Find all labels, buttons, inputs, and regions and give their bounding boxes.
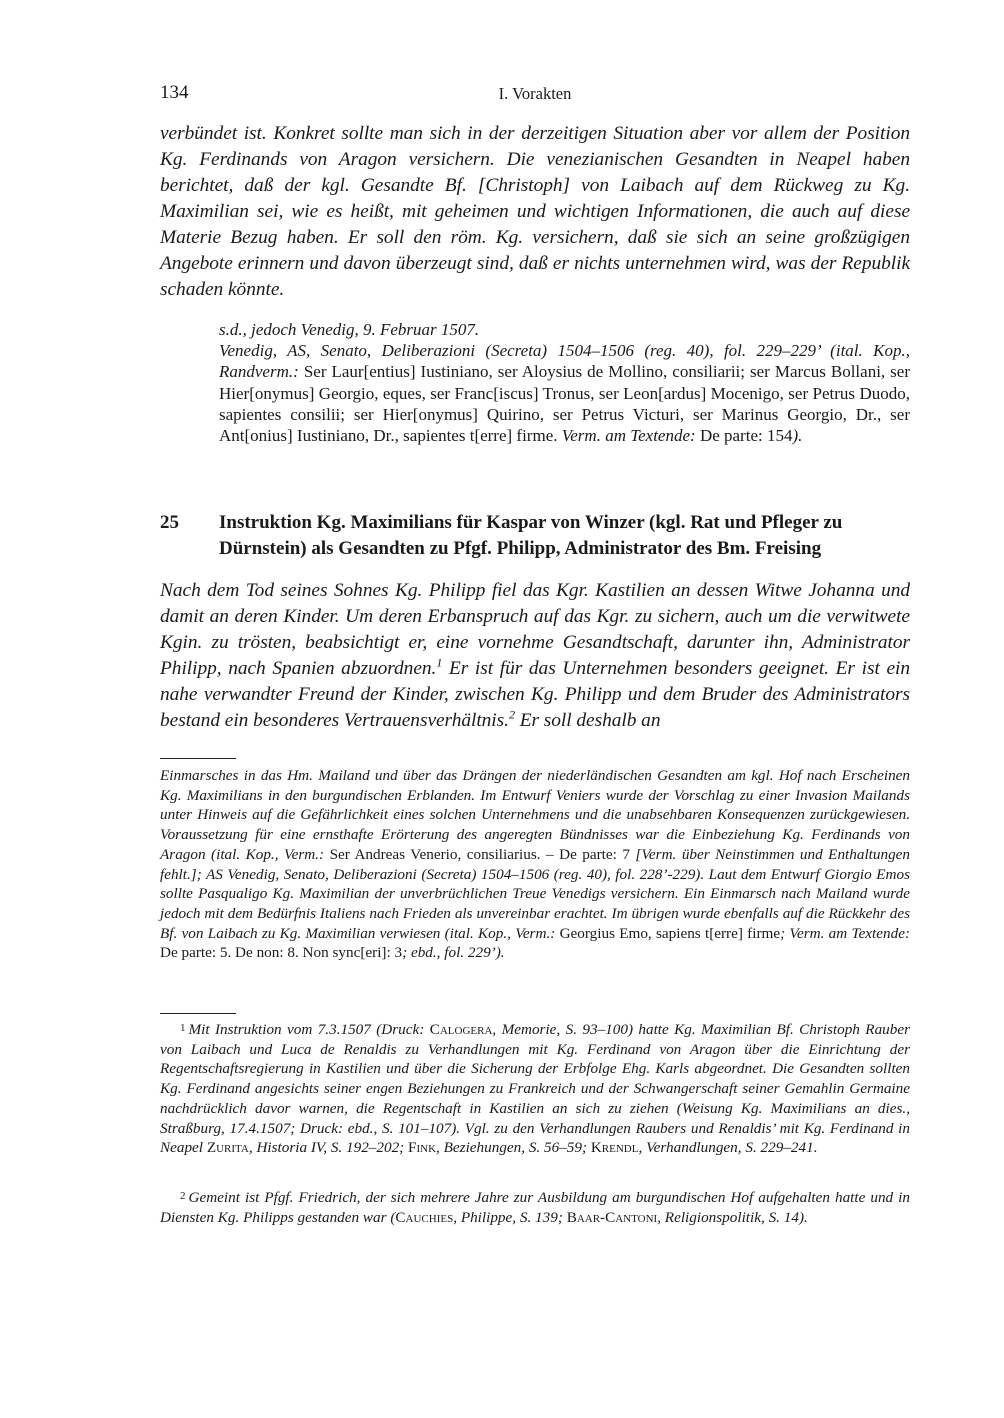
prev-footnote-votes: De parte: 5. De non: 8. Non sync[eri]: 3 (160, 944, 403, 962)
page-header (160, 82, 910, 106)
footnote-rule-lower (160, 1013, 236, 1014)
footnote-1-author-fink: Fink (408, 1139, 437, 1157)
prev-footnote-text-2: [Verm. über Neinstimmen und Enthaltungen fehlt.]; AS Venedig, Senato, Deliberazioni (Secreta) 1504–1506 (reg. 40), fol. 228’-229). Laut dem Entwurf Giorgio Emos sollte Pasqualigo Kg. Maximilian der unverbrüchlichen Treue Venedigs versichern. Ein Einmarsch nach Mailand wurde jedoch mit dem Bedürfnis Italiens nach Frieden als unvereinbar erachtet. Im übrigen wurde ebenfalls auf die Rückkehr des Bf. von Laibach zu Kg. Maximilian verwiesen (ital. Kop., Verm.: (160, 845, 910, 942)
running-head: I. Vorakten (498, 84, 572, 103)
regest-text-3: Er soll deshalb an (514, 710, 661, 731)
footnote-1-author-krendl: Krendl (590, 1139, 639, 1157)
footnote-1 (160, 1019, 910, 1158)
source-end-value: De parte: 154 (699, 426, 793, 446)
prev-footnote-text-1: Einmarsches in das Hm. Mailand und über das Drängen der niederländischen Gesandten am kgl. Hof nach Erscheinen Kg. Maximilians in den burgundischen Erblanden. Im Entwurf Veniers wurde der Vorschlag zu einer Invasion Mailands unter Hinweis auf die Gefährlichkeit eines solchen Unternehmens und die unabsehbaren Konsequenzen zurückgewiesen. Voraussetzung für eine ernsthafte Erörterung des angeregten Bündnisses war die Einbeziehung Kg. Ferdinands von Aragon (ital. Kop., Verm.: (160, 767, 910, 863)
footnote-2-mark: 2 (180, 1190, 186, 1202)
page-number: 134 (160, 82, 189, 103)
prev-footnote-text-3: ; Verm. am Textende: (780, 924, 910, 942)
footnote-1-text-e: , Historia IV, S. 192–202; (248, 1139, 405, 1157)
footnote-rule-upper (160, 758, 236, 759)
footnote-2-text-c: , Philippe, S. 139; (453, 1208, 563, 1226)
document-title: Instruktion Kg. Maximilians für Kaspar von Winzer (kgl. Rat und Pfleger zu Dürnstein) als Gesandten zu Pfgf. Philipp, Administrator des Bm. Freising (219, 512, 843, 559)
document-number: 25 (160, 512, 179, 533)
footnote-2-text-a: Gemeint ist Pfgf. Friedrich, der sich mehrere Jahre zur Ausbildung am burgundischen Hof aufgehalten hatte und in Diensten Kg. Philipps gestanden war ( (160, 1189, 910, 1226)
footnote-1-mark: 1 (180, 1022, 186, 1034)
footnote-1-text-a: Mit Instruktion vom 7.3.1507 (Druck: (188, 1021, 425, 1038)
source-names: Ser Laur[entius] Iustiniano, ser Aloysius de Mollino, consiliarii; ser Marcus Bollani, ser Hier[onymus] Georgio, eques, ser Franc[iscus] Tronus, ser Leon[ardus] Mocenigo, ser Petrus Duodo, sapientes consilii; ser Hier[onymus] Quirino, ser Petrus Victuri, ser Marinus Georgio, Dr., ser Ant[onius] Iustiniano, Dr., sapientes t[erre] firme. (219, 362, 911, 446)
footnote-1-text-g: , Beziehungen, S. 56–59; (436, 1139, 588, 1157)
source-archive-line (219, 340, 910, 446)
prev-footnote-names-2: Georgius Emo, sapiens t[erre] firme (559, 924, 781, 942)
footnote-2 (160, 1187, 910, 1227)
footnote-2-author-baar-cantoni: Baar-Cantoni (566, 1208, 658, 1226)
footnote-2-text-e: , Religionspolitik, S. 14). (657, 1208, 808, 1226)
footnote-1-author-calogera: Calogera (429, 1021, 493, 1038)
prev-footnote-text-4: ; ebd., fol. 229’). (402, 944, 505, 962)
source-note (219, 319, 910, 446)
footnote-1-author-zurita: Zurita (206, 1139, 249, 1157)
footnote-2-author-cauchies: Cauchies (395, 1208, 454, 1226)
regest-text-2: Er ist für das Unternehmen besonders geeignet. Er ist ein nahe verwandter Freund der Kinder, zwischen Kg. Philipp und dem Bruder des Administrators bestand ein besonderes Vertrauensverhältnis. (160, 658, 910, 731)
intro-paragraph: verbündet ist. Konkret sollte man sich in der derzeitigen Situation aber vor allem der Position Kg. Ferdinands von Aragon versichern. Die venezianischen Gesandten in Neapel haben berichtet, daß der kgl. Gesandte Bf. [Christoph] von Laibach auf dem Rückweg zu Kg. Maximilian sei, wie es heißt, mit geheimen und wichtigen Informationen, die auch auf diese Materie Bezug haben. Er soll den röm. Kg. versichern, daß sie sich an seine großzügigen Angebote erinnern und davon überzeugt sind, daß er nichts unternehmen wird, was der Republik schaden könnte. (160, 123, 910, 300)
source-archive: Venedig, AS, Senato, Deliberazioni (Secreta) 1504–1506 (reg. 40), fol. 229–229’ (ital. Kop., Randverm.: (219, 341, 910, 382)
regest-text-1: Nach dem Tod seines Sohnes Kg. Philipp fiel das Kgr. Kastilien an dessen Witwe Johanna und damit an deren Kinder. Um deren Erbanspruch auf das Kgr. zu sichern, auch um die verwitwete Kgin. zu trösten, beabsichtigt er, eine vornehme Gesandtschaft, darunter ihn, Administrator Philipp, nach Spanien abzuordnen. (160, 580, 910, 679)
source-end-label: Verm. am Textende: (561, 426, 696, 446)
footnote-ref-2[interactable]: 2 (508, 707, 515, 722)
footnote-1-text-i: , Verhandlungen, S. 229–241. (638, 1139, 818, 1157)
continued-footnote (160, 766, 910, 963)
regest-paragraph (160, 578, 910, 734)
source-end-close: ). (792, 426, 803, 446)
footnote-1-text-c: , Memorie, S. 93–100) hatte Kg. Maximilian Bf. Christoph Rauber von Laibach und Luca de Renaldis zu Verhandlungen mit Kg. Ferdinand von Aragon über die Einrichtung der Regentschaftsregierung in Kastilien und über die Sicherung der Erbfolge Ehg. Karls abgeordnet. Die Gesandten sollten Kg. Ferdinand angesichts seiner engen Beziehungen zu Frankreich und der Schwangerschaft seiner Gemahlin Germaine nachdrücklich davor warnen, die Regentschaft in Kastilien an sich zu ziehen (Weisung Kg. Maximilians an dies., Straßburg, 17.4.1507; Druck: ebd., S. 101–107). Vgl. zu den Verhandlungen Raubers und Renaldis’ mit Kg. Ferdinand in Neapel (160, 1021, 910, 1157)
prev-footnote-names-1: Ser Andreas Venerio, consiliarius. – De parte: 7 (329, 845, 630, 863)
footnote-ref-1[interactable]: 1 (436, 655, 443, 670)
source-date: s.d., jedoch Venedig, 9. Februar 1507. (219, 320, 480, 339)
